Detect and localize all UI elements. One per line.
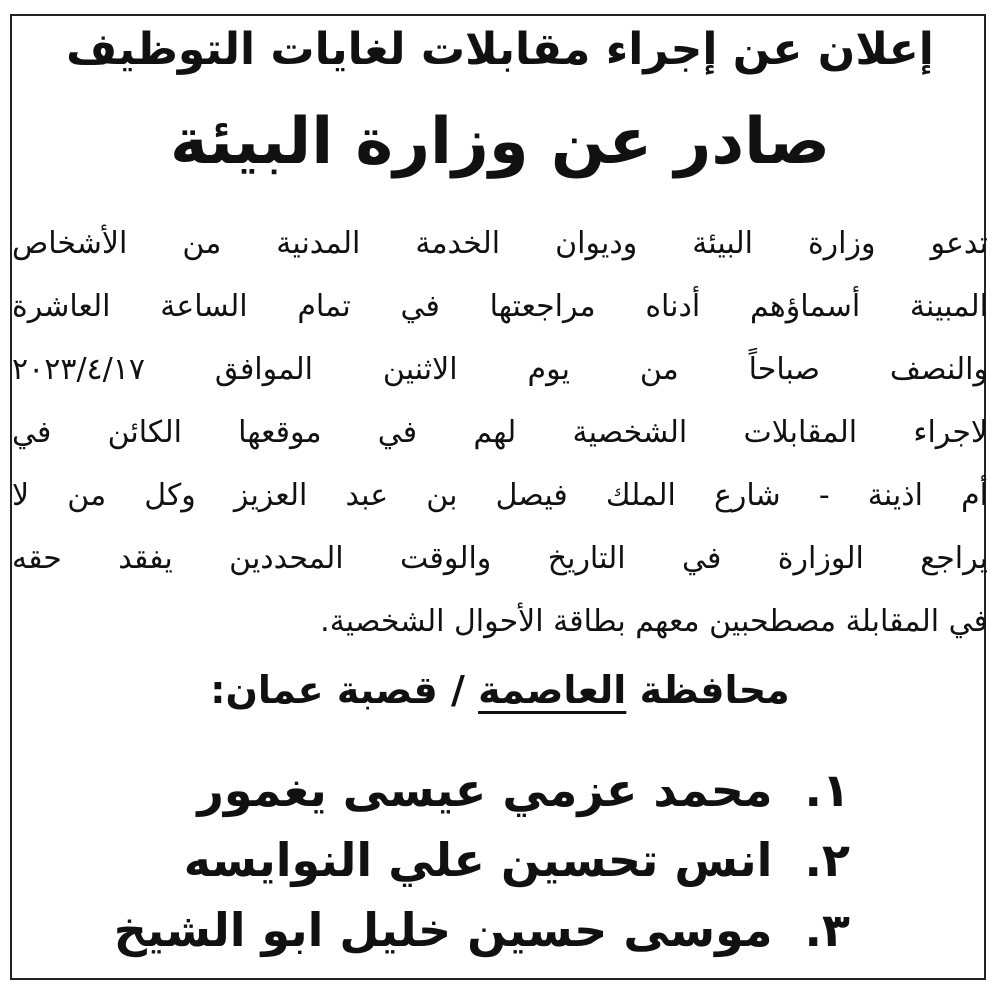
- list-item: [114, 825, 850, 895]
- candidate-name: انس تحسين علي النوايسه: [183, 833, 773, 887]
- candidate-number: ١.: [804, 763, 850, 817]
- candidate-number: ٣.: [804, 903, 850, 957]
- candidate-list: [114, 755, 850, 965]
- body-line: يراجع الوزارة في التاريخ والوقت المحددين يفقد حقه: [12, 541, 988, 576]
- candidate-number: ٢.: [804, 833, 850, 887]
- governorate-prefix: محافظة: [639, 668, 790, 712]
- candidate-name: محمد عزمي عيسى يغمور: [197, 763, 773, 817]
- list-item: [114, 755, 850, 825]
- governorate-capital: العاصمة: [478, 668, 627, 712]
- list-item: [114, 895, 850, 965]
- announcement-body: [12, 212, 988, 653]
- body-line: المبينة أسماؤهم أدناه مراجعتها في تمام الساعة العاشرة: [12, 289, 988, 324]
- governorate-heading: [0, 660, 1000, 720]
- body-line: لاجراء المقابلات الشخصية لهم في موقعها الكائن في: [12, 415, 988, 450]
- body-line: في المقابلة مصطحبين معهم بطاقة الأحوال الشخصية.: [320, 604, 988, 639]
- issuing-ministry: صادر عن وزارة البيئة: [169, 105, 831, 179]
- announcement-title: إعلان عن إجراء مقابلات لغايات التوظيف: [66, 24, 934, 75]
- governorate-separator: /: [450, 668, 465, 712]
- governorate-district: قصبة عمان:: [210, 668, 438, 712]
- body-line: أم اذينة - شارع الملك فيصل بن عبد العزيز وكل من لا: [12, 478, 988, 513]
- candidate-name: موسى حسين خليل ابو الشيخ: [113, 903, 773, 957]
- body-line: تدعو وزارة البيئة وديوان الخدمة المدنية من الأشخاص: [12, 226, 988, 261]
- body-line: والنصف صباحاً من يوم الاثنين الموافق ٢٠٢٣/٤/١٧: [12, 352, 988, 387]
